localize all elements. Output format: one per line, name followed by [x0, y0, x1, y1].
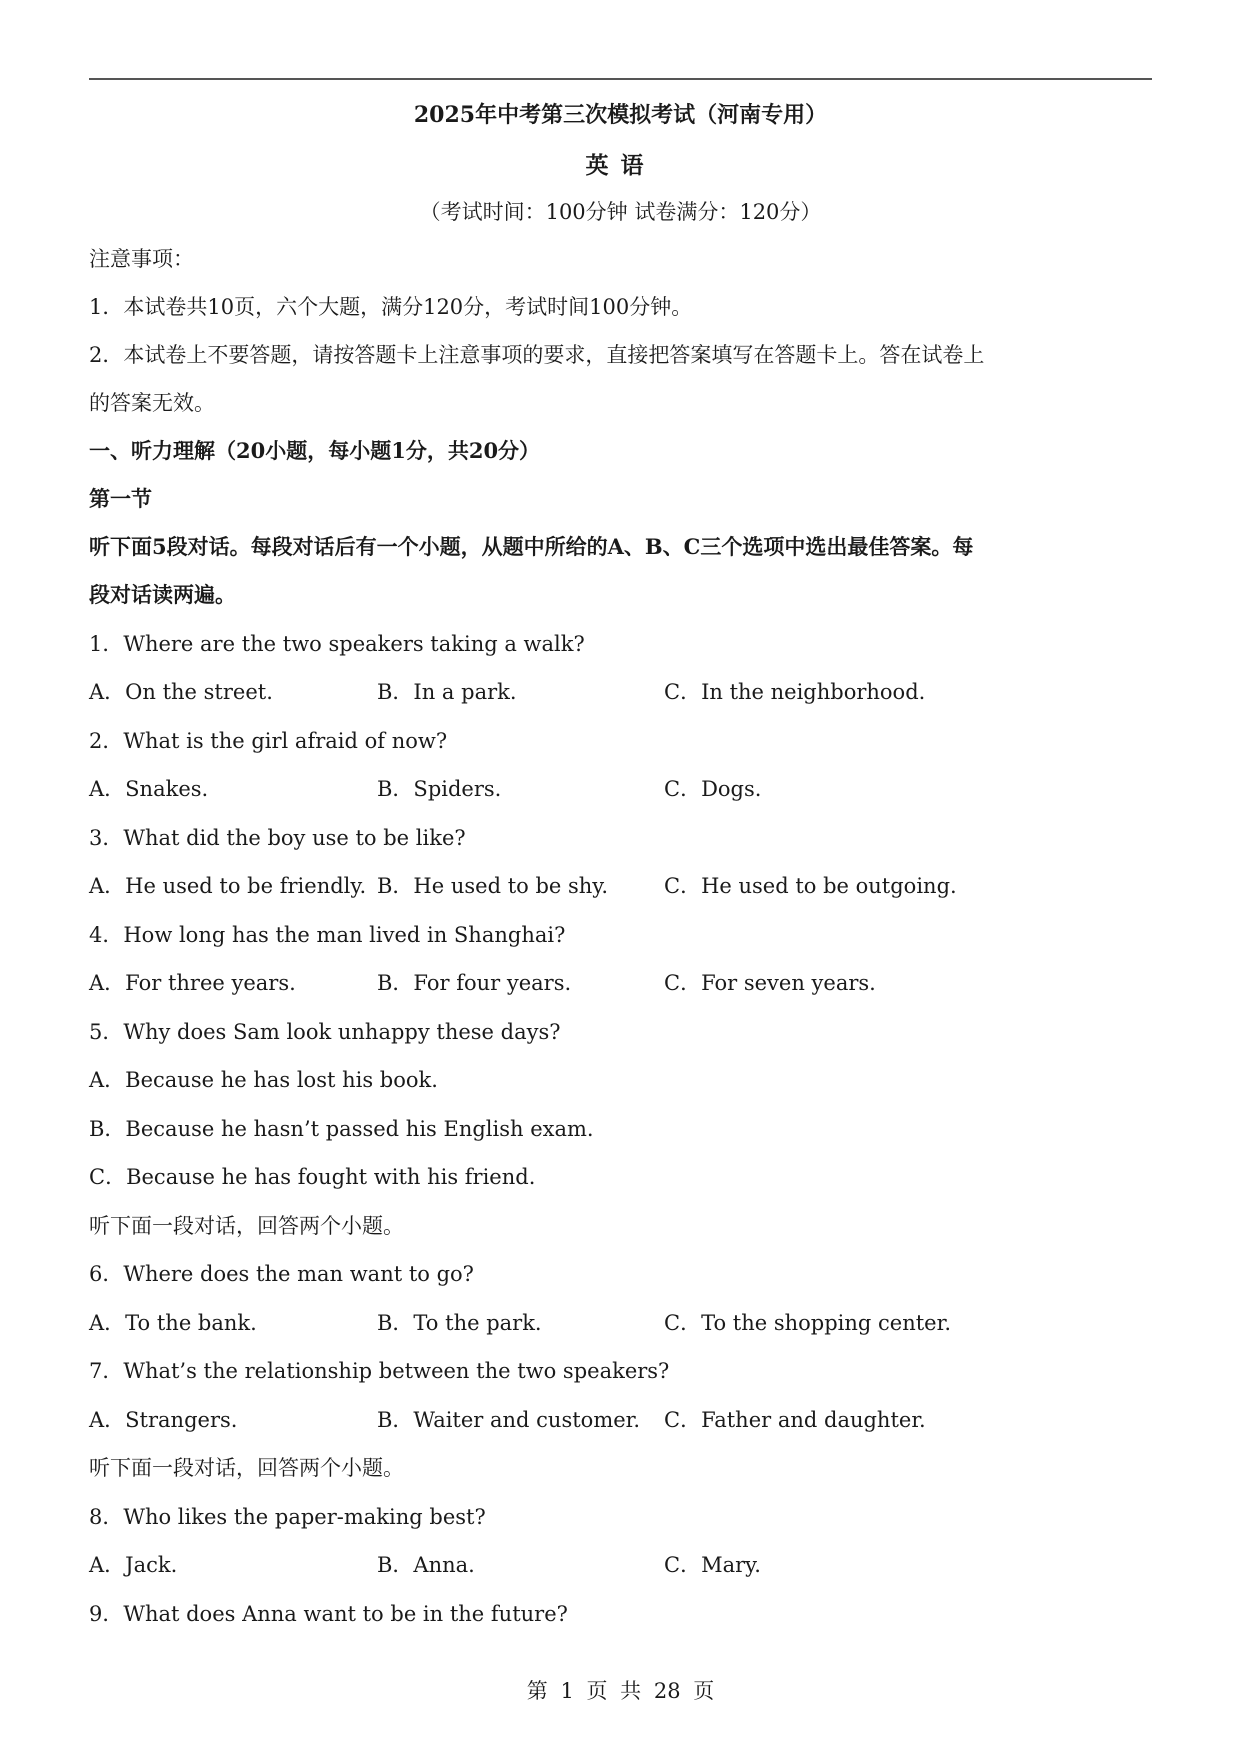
question-1-option-c: C．In the neighborhood. [664, 680, 926, 704]
question-1: 1．Where are the two speakers taking a walk? [89, 632, 585, 656]
question-7: 7．What’s the relationship between the two speakers? [89, 1359, 670, 1383]
question-9: 9．What does Anna want to be in the future? [89, 1602, 568, 1626]
question-3-option-c: C．He used to be outgoing. [664, 874, 957, 898]
subject-title: 英语 [585, 152, 656, 179]
question-2: 2．What is the girl afraid of now? [89, 729, 448, 753]
question-2-option-b: B．Spiders. [377, 777, 502, 801]
question-3: 3．What did the boy use to be like? [89, 826, 466, 850]
question-8-option-a: A．Jack. [89, 1553, 178, 1577]
question-6-option-a: A．To the bank. [89, 1311, 257, 1335]
notes-heading: 注意事项： [89, 247, 194, 271]
question-5: 5．Why does Sam look unhappy these days? [89, 1020, 561, 1044]
question-2-option-c: C．Dogs. [664, 777, 762, 801]
question-1-option-a: A．On the street. [89, 680, 273, 704]
question-4-option-b: B．For four years. [377, 971, 572, 995]
question-6-option-b: B．To the park. [377, 1311, 542, 1335]
notes-item-1: 1．本试卷共10页，六个大题，满分120分，考试时间100分钟。 [89, 295, 693, 319]
section-title: 一、听力理解（20小题，每小题1分，共20分） [89, 438, 541, 463]
question-3-option-a: A．He used to be friendly. [89, 874, 367, 898]
notes-item-2-line-2: 的答案无效。 [89, 391, 215, 415]
question-7-option-a: A．Strangers. [89, 1408, 238, 1432]
question-6: 6．Where does the man want to go? [89, 1262, 474, 1286]
question-2-option-a: A．Snakes. [89, 777, 209, 801]
section-part: 第一节 [89, 486, 152, 511]
header-rule [89, 78, 1152, 80]
question-8-option-c: C．Mary. [664, 1553, 761, 1577]
sub-instructions-2: 听下面一段对话，回答两个小题。 [89, 1456, 404, 1480]
question-7-option-c: C．Father and daughter. [664, 1408, 926, 1432]
question-4-option-a: A．For three years. [89, 971, 296, 995]
question-4: 4．How long has the man lived in Shanghai? [89, 923, 566, 947]
notes-item-2-line-1: 2．本试卷上不要答题，请按答题卡上注意事项的要求，直接把答案填写在答题卡上。答在试卷上 [89, 343, 985, 367]
question-5-option-c: C．Because he has fought with his friend. [89, 1165, 536, 1189]
section-instructions-line-2: 段对话读两遍。 [89, 582, 236, 607]
page-footer: 第 1 页 共 28 页 [526, 1679, 715, 1703]
exam-info: （考试时间：100分钟 试卷满分：120分） [419, 200, 822, 224]
question-8: 8．Who likes the paper-making best? [89, 1505, 486, 1529]
section-instructions-line-1: 听下面5段对话。每段对话后有一个小题，从题中所给的A、B、C三个选项中选出最佳答案。每 [89, 534, 974, 559]
exam-title: 2025年中考第三次模拟考试（河南专用） [413, 102, 828, 128]
question-7-option-b: B．Waiter and customer. [377, 1408, 641, 1432]
question-6-option-c: C．To the shopping center. [664, 1311, 952, 1335]
question-5-option-a: A．Because he has lost his book. [89, 1068, 438, 1092]
question-4-option-c: C．For seven years. [664, 971, 876, 995]
question-1-option-b: B．In a park. [377, 680, 517, 704]
question-8-option-b: B．Anna. [377, 1553, 475, 1577]
question-3-option-b: B．He used to be shy. [377, 874, 609, 898]
sub-instructions-1: 听下面一段对话，回答两个小题。 [89, 1214, 404, 1238]
question-5-option-b: B．Because he hasn’t passed his English exam. [89, 1117, 594, 1141]
